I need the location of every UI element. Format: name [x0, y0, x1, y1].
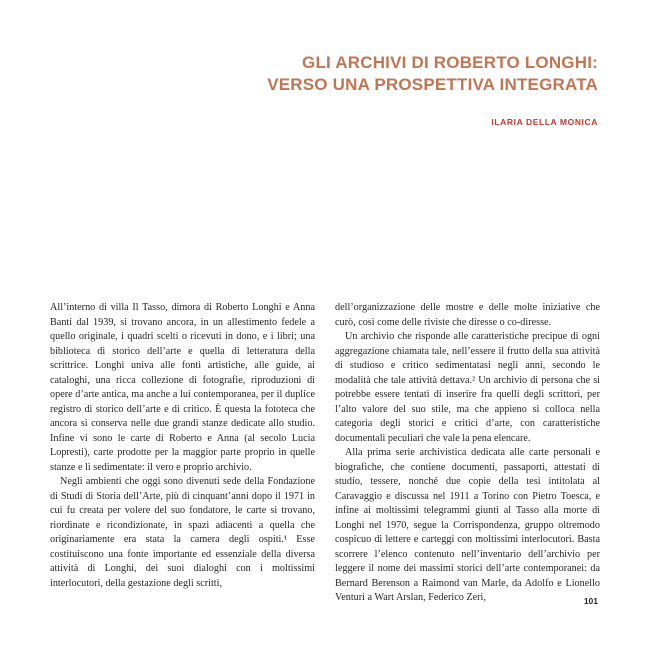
page-number: 101: [583, 596, 598, 606]
paragraph: dell’organizzazione delle mostre e delle molte iniziative che curò, così come delle riviste che diresse o co-diresse.: [335, 302, 600, 328]
right-text-column: [335, 301, 600, 606]
article-title: [267, 52, 598, 96]
paragraph: Alla prima serie archivistica dedicata alle carte personali e biografiche, che contiene documenti, passaporti, attestati di studio, tessere, nonché due copie della tesi intitolata al Caravaggio e discussa nel 1911 a Torino con Pietro Toesca, e infine ai moltissimi telegrammi giunti al Tasso alla morte di Longhi nel 1970, segue la Corrispondenza, gruppo oltremodo cospicuo di lettere e carteggi con moltissimi interlocutori. Basta scorrere l’elenco contenuto nell’inventario dell’archivio per leggere il nome dei massimi storici dell’arte contemporanei: da Bernard Berenson a Raimond van Marle, da Adolfo e Lionello Venturi a Wart Arslan, Federico Zeri,: [335, 447, 600, 603]
paragraph: All’interno di villa Il Tasso, dimora di Roberto Longhi e Anna Banti dal 1939, si trovano ancora, in un allestimento fedele a quello originale, i quadri scelti o ricevuti in dono, e i libri; una biblioteca di storico dell’arte e quella di letteratura della scrittrice. Longhi univa alle fonti artistiche, alle guide, ai cataloghi, una ricca collezione di fotografie, riproduzioni di opere d’arte antica, ma anche a lui contemporanea, per il duplice registro di storico dell’arte e di critico. È questa la fototeca che ancora si conserva nelle due grandi stanze dedicate allo studio. Infine vi sono le carte di Roberto e Anna (al secolo Lucia Lopresti), carte prodotte per la maggior parte proprio in quelle stanze e lì sedimentate: il vero e proprio archivio.: [50, 302, 315, 473]
paragraph: Un archivio che risponde alle caratteristiche precipue di ogni aggregazione chiamata tale, nell’essere il frutto della sua attività di studioso e critico sedimentatasi negli anni, secondo le modalità che tale attività dettava.² Un archivio di persona che si potrebbe essere tentati di inserire fra quelli degli scrittori, per l’alto valore del suo stile, ma che appieno si colloca nella categoria degli storici e critici d’arte, con caratteristiche documentali peculiari che vale la pena elencare.: [335, 331, 600, 444]
left-text-column: [50, 301, 315, 591]
paragraph: Negli ambienti che oggi sono divenuti sede della Fondazione di Studi di Storia dell’Arte, più di cinquant’anni dopo il 1971 in cui fu creata per volere del suo fondatore, le carte si trovano, riordinate e ricondizionate, in spazi adiacenti a quella che originariamente era stata la camera degli ospiti.¹ Esse costituiscono una fonte importante ed essenziale della diversa attività di Longhi, dei suoi dialoghi con i moltissimi interlocutori, della gestazione degli scritti,: [50, 476, 315, 589]
author-name: ILARIA DELLA MONICA: [491, 117, 598, 127]
title-line-2: VERSO UNA PROSPETTIVA INTEGRATA: [267, 75, 598, 94]
title-line-1: GLI ARCHIVI DI ROBERTO LONGHI:: [302, 53, 598, 72]
